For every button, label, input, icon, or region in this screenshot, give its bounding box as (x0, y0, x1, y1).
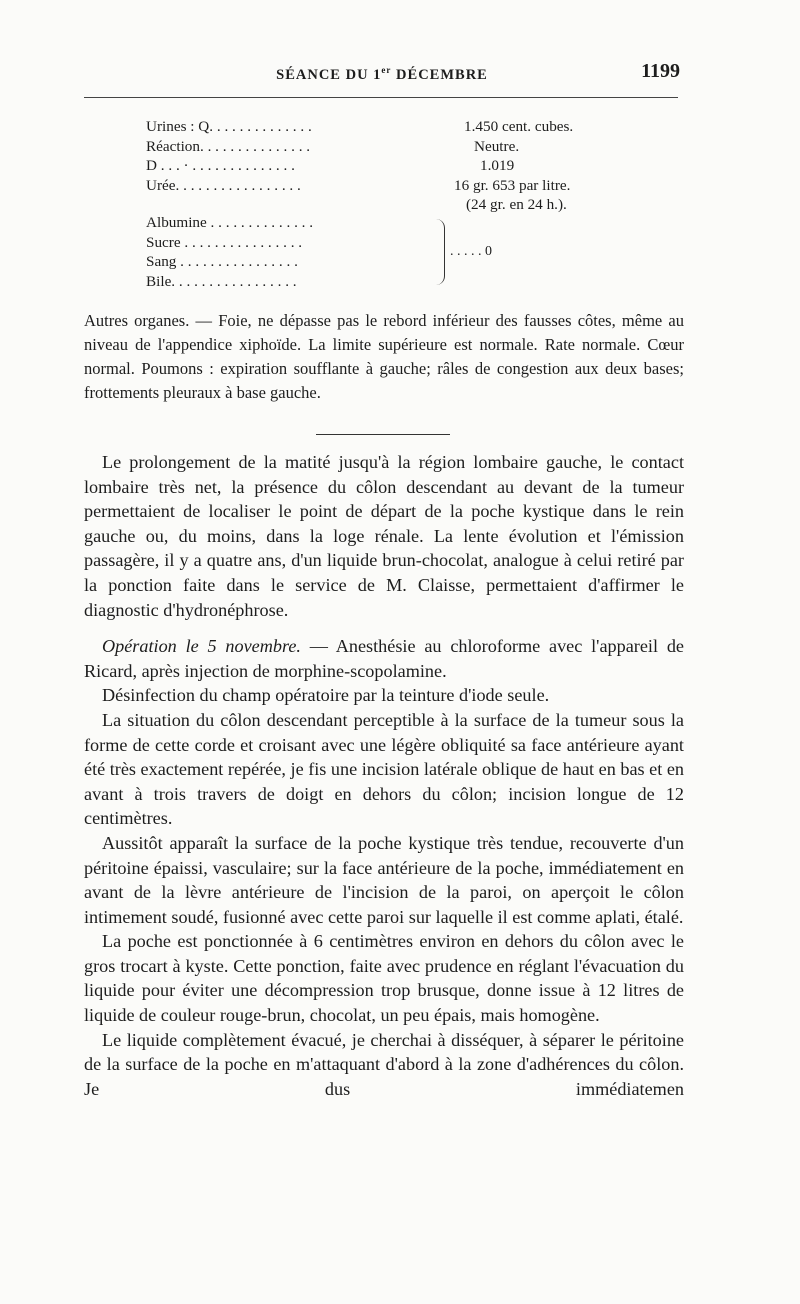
running-title-superscript: er (381, 65, 392, 75)
braced-row: Sucre . . . . . . . . . . . . . . . . (146, 233, 303, 251)
operation-heading: Opération le 5 novembre. (102, 636, 301, 657)
urine-row-label: D . . . · . . . . . . . . . . . . . . (146, 157, 295, 174)
page-header (82, 58, 682, 88)
other-organs-paragraph: Autres organes. — Foie, ne dépasse pas le rebord inférieur des fausses côtes, même au niveau de l'appendice xiphoïde. La limite supérieure est normale. Rate normale. Cœur normal. Poumons : expiration soufflante à gauche; râles de congestion aux deux bases; frottements pleuraux à base gauche. (84, 311, 684, 402)
urine-row (146, 176, 626, 196)
paragraph-disinfection: Désinfection du champ opératoire par la teinture d'iode seule. (102, 685, 550, 706)
urine-row (146, 117, 626, 137)
urine-row-label: Urée. . . . . . . . . . . . . . . . . (146, 176, 301, 194)
urine-row (146, 137, 626, 157)
page-number: 1199 (641, 60, 680, 82)
paragraph-cyst-surface: Aussitôt apparaît la surface de la poche kystique très tendue, recouverte d'un péritoine épaissi, vasculaire; sur la face antérieure de la poche, immédiatement en avant de la lèvre antérieure de l'incision de la paroi, on aperçoit le côlon intimement soudé, fusionné avec cette paroi sur laquelle il est comme aplati, étalé. (84, 832, 684, 927)
urine-row (146, 195, 626, 215)
paragraph-dissection: Le liquide complètement évacué, je cherchai à disséquer, à séparer le péritoine de la surface de la poche en m'attaquant d'abord à la zone d'adhérences du côlon. Je dus immédiatemen (84, 1029, 684, 1099)
braced-row: Albumine . . . . . . . . . . . . . . (146, 214, 314, 231)
paragraph-diagnosis: Le prolongement de la matité jusqu'à la région lombaire gauche, le contact lombaire très net, la présence du côlon descendant au devant de la tumeur permettaient de localiser le point de départ de la poche kystique dans le rein gauche ou, du moins, dans la loge rénale. La lente évolution et l'émission passagère, il y a quatre ans, d'un liquide brun-chocolat, analogue à celui retiré par la ponction faite dans le service de M. Claisse, permettaient d'affirmer le diagnostic d'hydronéphrose. (84, 452, 684, 620)
body-text (84, 450, 684, 1101)
operation-text: — Anesthésie au chloroforme avec l'appareil de Ricard, après injection de morphine-scopolamine. (84, 636, 684, 681)
curly-brace (436, 219, 445, 285)
urine-row (146, 156, 626, 176)
braced-group (146, 213, 626, 293)
urine-row-value: 1.450 cent. cubes. (464, 118, 574, 135)
urine-row-label: Urines : Q. . . . . . . . . . . . . . (146, 118, 312, 135)
urine-row-value: 1.019 (480, 157, 515, 174)
section-separator (316, 434, 450, 435)
urine-row-value: 16 gr. 653 par litre. (454, 176, 571, 194)
urine-row-label: Réaction. . . . . . . . . . . . . . . (146, 137, 311, 155)
urine-row-value: (24 gr. en 24 h.). (466, 196, 567, 213)
braced-value: . . . . . 0 (450, 244, 492, 259)
paragraph-incision: La situation du côlon descendant perceptible à la surface de la tumeur sous la forme de cette corde et croisant avec une légère obliquité sa face antérieure ayant été très exactement repérée, je fis une incision latérale oblique de haut en bas et en avant à trois travers de doigt en dehors du côlon; incision longue de 12 centimètres. (84, 709, 684, 829)
urine-row-value: Neutre. (474, 137, 520, 155)
braced-row: Bile. . . . . . . . . . . . . . . . . (146, 272, 297, 290)
braced-row: Sang . . . . . . . . . . . . . . . . (146, 253, 298, 270)
urine-analysis-table (146, 117, 626, 290)
running-title (82, 65, 682, 84)
header-rule (84, 97, 678, 98)
paragraph-puncture: La poche est ponctionnée à 6 centimètres environ en dehors du côlon avec le gros trocart à kyste. Cette ponction, faite avec prudence en réglant l'évacuation du liquide pour éviter une décompression trop brusque, donne issue à 12 litres de liquide de couleur rouge-brun, chocolat, un peu épais, mais homogène. (84, 931, 684, 1026)
running-title-text-end: DÉCEMBRE (391, 66, 488, 83)
running-title-text: SÉANCE DU 1 (276, 66, 382, 83)
paragraph-operation (84, 634, 684, 683)
